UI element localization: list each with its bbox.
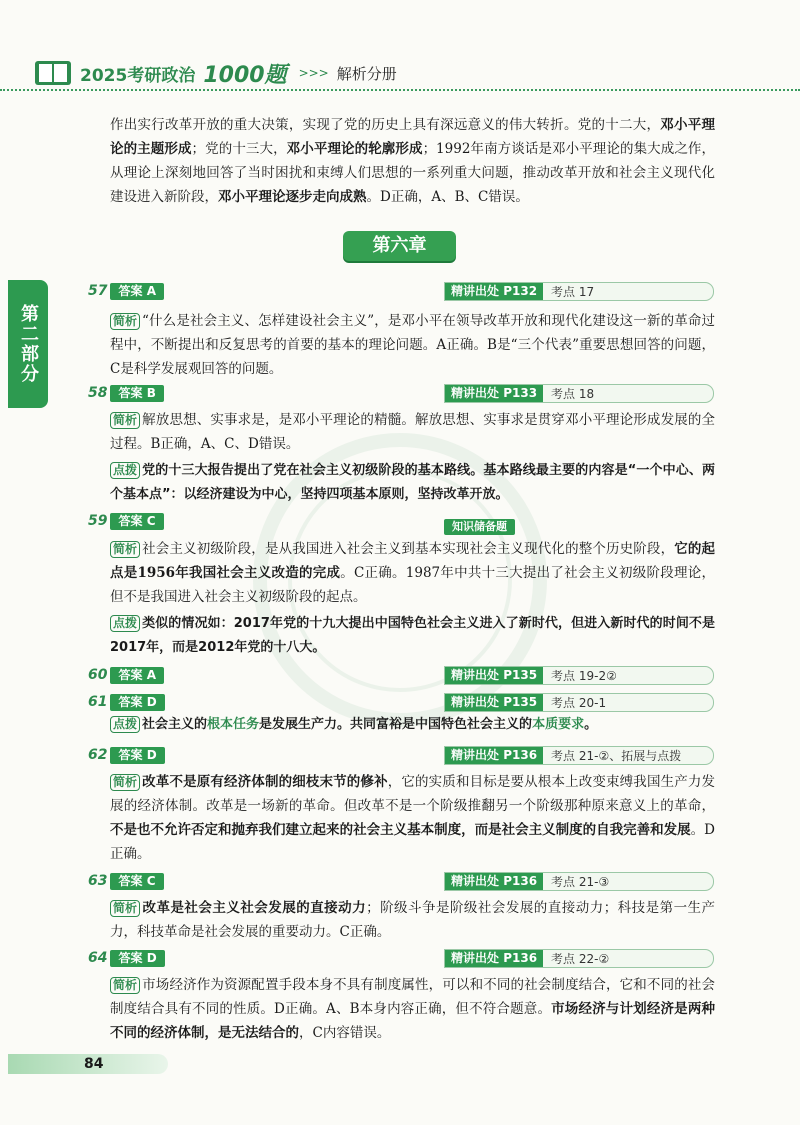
- kaodian-text: 考点 21-③: [551, 875, 610, 889]
- analysis-57: 简析 “什么是社会主义、怎样建设社会主义”，是邓小平在领导改革开放和现代化建设这一新的革命过程中，不断提出和反复思考的首要的基本的理论问题。A正确。B是“三个代表”重要思想回答的问题，C是科学发展观回答的问题。: [110, 313, 715, 377]
- analysis-58: 简析 解放思想、实事求是，是邓小平理论的精髓。解放思想、实事求是贯穿邓小平理论形成发展的全过程。B正确，A、C、D错误。: [110, 412, 715, 452]
- question-number: 59: [88, 513, 108, 529]
- point-tag: 点拨: [110, 462, 140, 479]
- question-number: 62: [88, 747, 108, 763]
- kaodian-text: 考点 18: [551, 387, 595, 401]
- source-label: 精讲出处 P132: [445, 283, 543, 300]
- answer-label: 答案 D: [110, 694, 164, 711]
- book-title-number: 1000题: [203, 62, 287, 88]
- source-label: 精讲出处 P136: [445, 747, 543, 764]
- answer-label: 答案 C: [110, 513, 163, 530]
- kaodian-text: 考点 20-1: [551, 696, 607, 710]
- arrow-icon: >>>: [298, 66, 329, 80]
- knowledge-badge: 知识储备题: [444, 519, 515, 535]
- point-59: 点拨 类似的情况如：2017年党的十九大提出中国特色社会主义进入了新时代，但进入新时代的时间不是2017年，而是2012年党的十八大。: [110, 616, 715, 655]
- source-label: 精讲出处 P133: [445, 385, 543, 402]
- answer-label: 答案 A: [110, 667, 164, 684]
- point-58: 点拨 党的十三大报告提出了党在社会主义初级阶段的基本路线。基本路线最主要的内容是“一个中心、两个基本点”：以经济建设为中心，坚持四项基本原则，坚持改革开放。: [110, 463, 715, 502]
- analysis-tag: 简析: [110, 541, 140, 558]
- source-label: 精讲出处 P135: [445, 694, 543, 711]
- analysis-tag: 简析: [110, 313, 140, 330]
- point-tag: 点拨: [110, 716, 140, 733]
- book-title: 2025考研政治: [80, 65, 196, 86]
- source-ref-61: [444, 693, 714, 712]
- source-ref-62: [444, 746, 714, 765]
- answer-63: [88, 872, 164, 890]
- kaodian-text: 考点 17: [551, 285, 595, 299]
- answer-label: 答案 A: [110, 283, 164, 300]
- analysis-63: 简析 改革是社会主义社会发展的直接动力；阶级斗争是阶级社会发展的直接动力；科技是第一生产力，科技革命是社会发展的重要动力。C正确。: [110, 900, 716, 940]
- source-ref-63: [444, 872, 714, 891]
- page-header: [34, 56, 397, 90]
- page-number: 84: [84, 1056, 104, 1072]
- answer-62: [88, 746, 165, 764]
- header-divider: [0, 89, 800, 91]
- source-label: 精讲出处 P135: [445, 667, 543, 684]
- source-label: 精讲出处 P136: [445, 873, 543, 890]
- point-tag: 点拨: [110, 615, 140, 632]
- question-number: 58: [88, 385, 108, 401]
- kaodian-text: 考点 22-②: [551, 952, 610, 966]
- book-subtitle: 解析分册: [336, 64, 397, 83]
- analysis-tag: 简析: [110, 412, 140, 429]
- point-61: 点拨 社会主义的根本任务是发展生产力。共同富裕是中国特色社会主义的本质要求。: [110, 713, 715, 737]
- kaodian-text: 考点 19-2②: [551, 669, 617, 683]
- source-ref-64: [444, 949, 714, 968]
- analysis-59: 简析 社会主义初级阶段，是从我国进入社会主义到基本实现社会主义现代化的整个历史阶段，它的起点是1956年我国社会主义改造的完成。C正确。1987年中共十三大提出了社会主义初级阶段理论，但不是我国进入社会主义初级阶段的起点。: [110, 541, 716, 605]
- question-number: 57: [88, 283, 108, 299]
- chapter-heading: 第六章: [343, 231, 456, 261]
- answer-61: [88, 693, 165, 711]
- answer-label: 答案 D: [110, 747, 164, 764]
- intro-paragraph: 作出实行改革开放的重大决策，实现了党的历史上具有深远意义的伟大转折。党的十二大，邓小平理论的主题形成；党的十三大，邓小平理论的轮廓形成；1992年南方谈话是邓小平理论的集大成之作，从理论上深刻地回答了当时困扰和束缚人们思想的一系列重大问题，推动改革开放和社会主义现代化建设进入新阶段，邓小平理论逐步走向成熟。D正确，A、B、C错误。: [110, 117, 716, 205]
- analysis-62: 简析 改革不是原有经济体制的细枝末节的修补，它的实质和目标是要从根本上改变束缚我国生产力发展的经济体制。改革是一场新的革命。但改革不是一个阶级推翻另一个阶级那种原来意义上的革命，不是也不允许否定和抛弃我们建立起来的社会主义基本制度，而是社会主义制度的自我完善和发展。D正确。: [110, 774, 716, 862]
- answer-label: 答案 B: [110, 385, 163, 402]
- answer-64: [88, 949, 165, 967]
- answer-label: 答案 C: [110, 873, 163, 890]
- question-number: 63: [88, 873, 108, 889]
- question-number: 64: [88, 950, 108, 966]
- source-ref-58: [444, 384, 714, 403]
- answer-59: [88, 512, 164, 530]
- answer-57: [88, 282, 164, 300]
- analysis-tag: 简析: [110, 977, 140, 994]
- kaodian-text: 考点 21-②、拓展与点拨: [551, 749, 682, 763]
- analysis-tag: 简析: [110, 900, 140, 917]
- analysis-tag: 简析: [110, 774, 140, 791]
- question-number: 60: [88, 667, 108, 683]
- analysis-64: 简析 市场经济作为资源配置手段本身不具有制度属性，可以和不同的社会制度结合，它和不同的社会制度结合具有不同的性质。D正确。A、B本身内容正确，但不符合题意。市场经济与计划经济是两种不同的经济体制，是无法结合的，C内容错误。: [110, 977, 716, 1041]
- answer-58: [88, 384, 164, 402]
- book-icon: [34, 59, 72, 87]
- answer-label: 答案 D: [110, 950, 164, 967]
- part-side-tab: 第二部分: [8, 280, 48, 408]
- source-label: 精讲出处 P136: [445, 950, 543, 967]
- answer-60: [88, 666, 164, 684]
- source-ref-60: [444, 666, 714, 685]
- question-number: 61: [88, 694, 108, 710]
- source-ref-57: [444, 282, 714, 301]
